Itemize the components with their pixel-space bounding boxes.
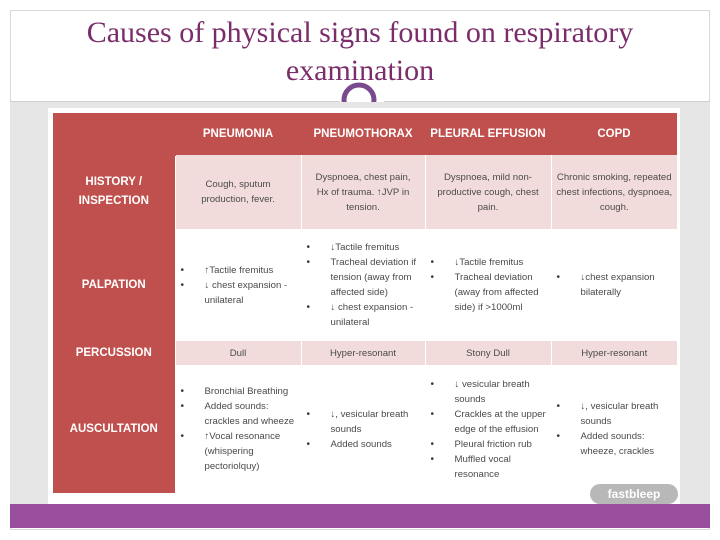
list-item: • ↓ vesicular breath sounds: [455, 377, 548, 407]
table-cell: [301, 229, 425, 341]
table-row-auscultation: [53, 365, 677, 493]
table-cell: [551, 229, 677, 341]
bullet-list: [305, 407, 422, 452]
column-header: COPD: [551, 113, 677, 155]
table-cell: [301, 365, 425, 493]
list-item: • ↑Vocal resonance (whispering pectoriolquy): [205, 429, 298, 474]
signs-table: [53, 113, 677, 493]
row-header: PERCUSSION: [53, 341, 175, 365]
bullet-list: [305, 240, 422, 330]
bottom-accent-bar: [10, 504, 710, 528]
list-item: • Added sounds: crackles and wheeze: [205, 399, 298, 429]
row-header: AUSCULTATION: [53, 365, 175, 493]
list-item: • Added sounds: [331, 437, 422, 452]
table-cell: [425, 229, 551, 341]
list-item: • ↑Tactile fremitus: [205, 263, 298, 278]
bullet-list: [429, 255, 548, 315]
table-cell: [175, 365, 301, 493]
table-cell: Dyspnoea, chest pain, Hx of trauma. ↑JVP in tension.: [301, 155, 425, 229]
list-item: • Crackles at the upper edge of the effusion: [455, 407, 548, 437]
row-header: PALPATION: [53, 229, 175, 341]
list-item: • ↓Tactile fremitus: [331, 240, 422, 255]
list-item: • Added sounds: wheeze, crackles: [581, 429, 675, 459]
table-cell: [551, 365, 677, 493]
table-cell: [175, 229, 301, 341]
table-cell: Dull: [175, 341, 301, 365]
list-item: • Bronchial Breathing: [205, 384, 298, 399]
bullet-list: [179, 384, 298, 474]
table-cell: Hyper-resonant: [301, 341, 425, 365]
list-item: • Pleural friction rub: [455, 437, 548, 452]
column-header: PLEURAL EFFUSION: [425, 113, 551, 155]
column-header: PNEUMONIA: [175, 113, 301, 155]
bullet-list: [429, 377, 548, 482]
table-cell: Stony Dull: [425, 341, 551, 365]
table-cell: Hyper-resonant: [551, 341, 677, 365]
list-item: • ↓Tactile fremitus: [455, 255, 548, 270]
row-header: HISTORY / INSPECTION: [53, 155, 175, 229]
list-item: • ↓ chest expansion - unilateral: [331, 300, 422, 330]
table-corner: [53, 113, 175, 155]
list-item: • Tracheal deviation if tension (away from affected side): [331, 255, 422, 300]
bullet-list: [555, 399, 675, 459]
list-item: • ↓, vesicular breath sounds: [581, 399, 675, 429]
column-header: PNEUMOTHORAX: [301, 113, 425, 155]
signs-table-container: [48, 108, 680, 504]
table-header-row: [53, 113, 677, 155]
list-item: • Tracheal deviation (away from affected side) if >1000ml: [455, 270, 548, 315]
table-cell: [425, 365, 551, 493]
table-cell: Dyspnoea, mild non-productive cough, chest pain.: [425, 155, 551, 229]
list-item: • ↓ chest expansion - unilateral: [205, 278, 298, 308]
table-cell: Chronic smoking, repeated chest infections, dyspnoea, cough.: [551, 155, 677, 229]
slide-title: Causes of physical signs found on respiratory examination: [86, 16, 634, 87]
bullet-list: [555, 270, 675, 300]
list-item: • ↓, vesicular breath sounds: [331, 407, 422, 437]
table-row-palpation: [53, 229, 677, 341]
fastbleep-watermark-logo: fastbleep: [590, 484, 678, 504]
list-item: • Muffled vocal resonance: [455, 452, 548, 482]
bullet-list: [179, 263, 298, 308]
table-row-percussion: [53, 341, 677, 365]
table-row-history: [53, 155, 677, 229]
list-item: • ↓chest expansion bilaterally: [581, 270, 675, 300]
table-cell: Cough, sputum production, fever.: [175, 155, 301, 229]
